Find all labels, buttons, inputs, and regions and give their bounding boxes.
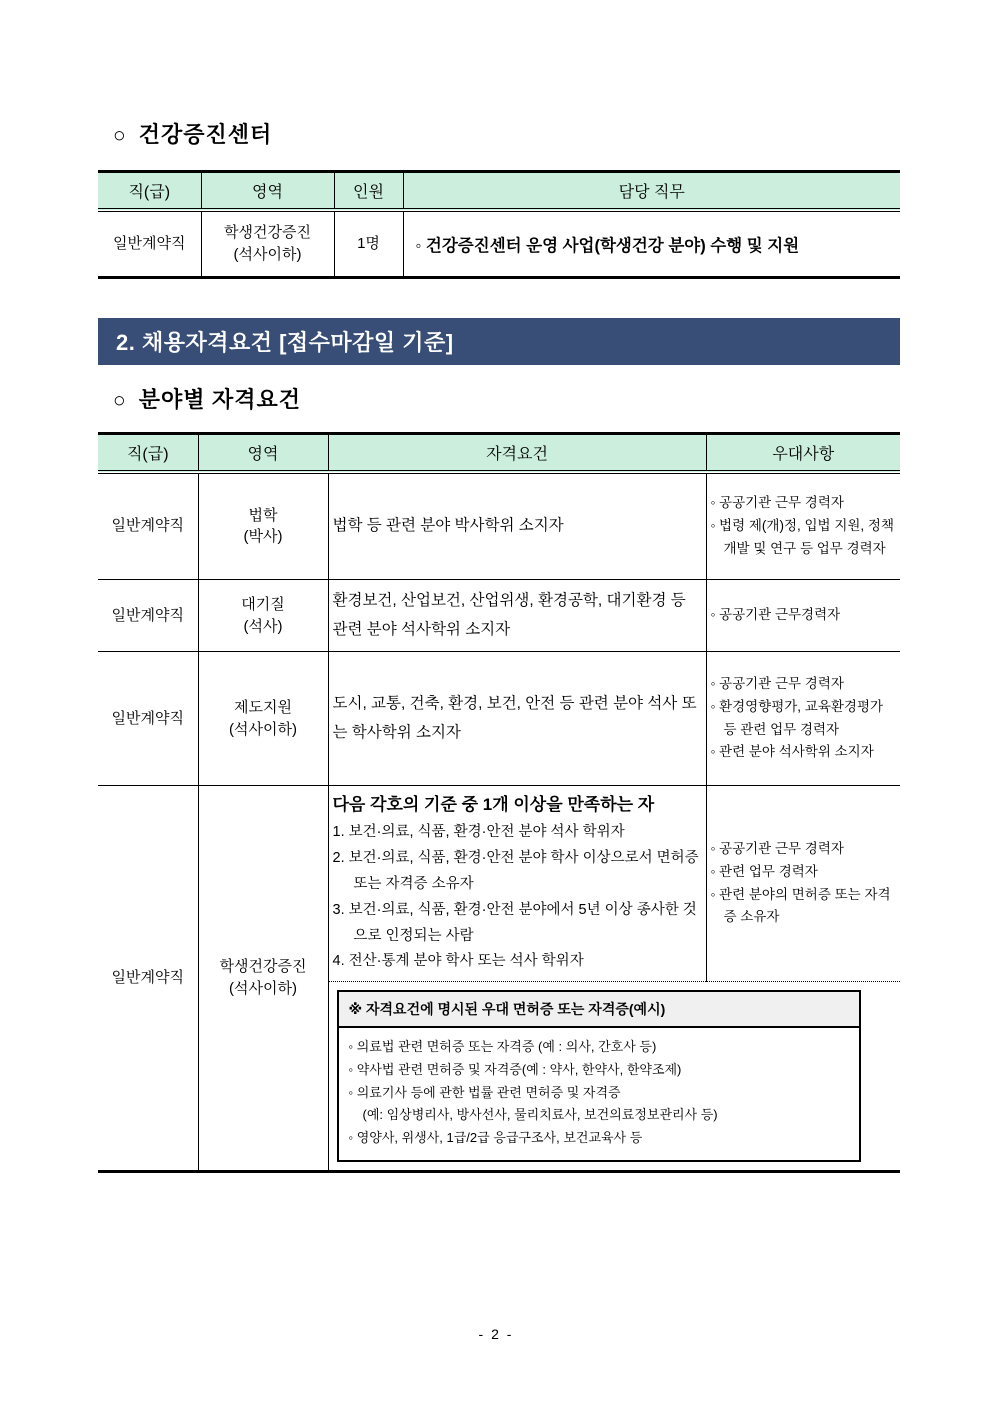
license-example-item: ◦ 약사법 관련 면허증 및 자격증(예 : 약사, 한약사, 한약조제)	[348, 1061, 682, 1077]
table1-header-duty: 담당 직무	[403, 172, 900, 210]
heading-health-center-text: 건강증진센터	[138, 122, 273, 147]
table1-cell-grade: 일반계약직	[98, 210, 201, 278]
cell-qualification	[328, 786, 706, 982]
license-example-item-continuation: (예: 임상병리사, 방사선사, 물리치료사, 보건의료정보관리사 등)	[362, 1107, 718, 1123]
table2-header-qualification: 자격요건	[328, 434, 706, 472]
area-line1: 대기질	[241, 595, 285, 613]
preference-item: ◦ 공공기관 근무 경력자	[710, 494, 844, 510]
preference-item: ◦ 공공기관 근무 경력자	[710, 840, 844, 856]
qualification-item: 2. 보건·의료, 식품, 환경·안전 분야 학사 이상으로서 면허증 또는 자격증 소유자	[332, 850, 699, 892]
table1-header-row	[98, 172, 900, 210]
cell-grade: 일반계약직	[98, 786, 198, 1172]
area-line2: (석사이하)	[233, 245, 302, 263]
cell-qualification: 법학 등 관련 분야 박사학위 소지자	[328, 472, 706, 580]
table1-cell-duty: ◦ 건강증진센터 운영 사업(학생건강 분야) 수행 및 지원	[403, 210, 900, 278]
preference-item: ◦ 공공기관 근무경력자	[710, 607, 841, 623]
license-example-box	[337, 990, 861, 1162]
cell-qualification: 환경보건, 산업보건, 산업위생, 환경공학, 대기환경 등 관련 분야 석사학위 소지자	[328, 580, 706, 652]
qualifications-table	[98, 432, 900, 1173]
cell-preference	[706, 580, 900, 652]
health-center-table	[98, 170, 900, 279]
qualification-title: 다음 각호의 기준 중 1개 이상을 만족하는 자	[332, 794, 655, 814]
preference-item: ◦ 공공기관 근무 경력자	[710, 675, 844, 691]
cell-note	[328, 982, 900, 1172]
qualification-item: 1. 보건·의료, 식품, 환경·안전 분야 석사 학위자	[332, 824, 625, 841]
table1-cell-count: 1명	[334, 210, 403, 278]
cell-grade: 일반계약직	[98, 472, 198, 580]
area-line1: 학생건강증진	[219, 958, 307, 976]
area-line1: 학생건강증진	[224, 224, 311, 241]
area-line2: (석사)	[243, 617, 283, 635]
cell-area	[198, 472, 328, 580]
license-example-item: ◦ 의료기사 등에 관한 법률 관련 면허증 및 자격증	[348, 1084, 621, 1100]
area-line2: (박사)	[243, 528, 283, 546]
cell-preference	[706, 652, 900, 786]
cell-preference	[706, 786, 900, 982]
table-row-air-quality	[98, 580, 900, 652]
preference-item: ◦ 관련 분야의 면허증 또는 자격증 소유자	[710, 886, 891, 925]
table2-header-grade: 직(급)	[98, 434, 198, 472]
table1-header-grade: 직(급)	[98, 172, 201, 210]
section-banner: 2. 채용자격요건 [접수마감일 기준]	[98, 318, 900, 365]
cell-area	[198, 786, 328, 1172]
cell-grade: 일반계약직	[98, 580, 198, 652]
circle-bullet-icon: ○	[113, 123, 127, 147]
page-number: - 2 -	[478, 1326, 514, 1342]
heading-field-qualifications-text: 분야별 자격요건	[138, 387, 301, 412]
circle-bullet-icon: ○	[113, 388, 127, 412]
table1-cell-area	[201, 210, 334, 278]
table1-header-area: 영역	[201, 172, 334, 210]
cell-qualification: 도시, 교통, 건축, 환경, 보건, 안전 등 관련 분야 석사 또는 학사학위 소지자	[328, 652, 706, 786]
table-row-student-health	[98, 786, 900, 982]
preference-item: ◦ 관련 업무 경력자	[710, 863, 818, 879]
table2-header-preference: 우대사항	[706, 434, 900, 472]
qualification-item: 3. 보건·의료, 식품, 환경·안전 분야에서 5년 이상 종사한 것으로 인정되는 사람	[332, 901, 697, 944]
area-line2: (석사이하)	[229, 720, 297, 738]
cell-area	[198, 580, 328, 652]
area-line2: (석사이하)	[229, 979, 297, 997]
table1-header-count: 인원	[334, 172, 403, 210]
heading-health-center	[113, 118, 272, 149]
cell-grade: 일반계약직	[98, 652, 198, 786]
license-example-box-title: ※ 자격요건에 명시된 우대 면허증 또는 자격증(예시)	[339, 992, 859, 1028]
table1-row	[98, 210, 900, 278]
table2-header-area: 영역	[198, 434, 328, 472]
table-row-law	[98, 472, 900, 580]
license-example-box-body	[339, 1028, 859, 1160]
table2-header-row	[98, 434, 900, 472]
heading-field-qualifications	[113, 383, 301, 414]
license-example-item: ◦ 영양사, 위생사, 1급/2급 응급구조사, 보건교육사 등	[348, 1130, 643, 1146]
preference-item: ◦ 관련 분야 석사학위 소지자	[710, 744, 874, 760]
license-example-item: ◦ 의료법 관련 면허증 또는 자격증 (예 : 의사, 간호사 등)	[348, 1039, 657, 1055]
preference-item: ◦ 환경영향평가, 교육환경평가 등 관련 업무 경력자	[710, 698, 884, 737]
preference-item: ◦ 법령 제(개)정, 입법 지원, 정책개발 및 연구 등 업무 경력자	[710, 517, 894, 556]
cell-area	[198, 652, 328, 786]
cell-preference	[706, 472, 900, 580]
qualification-item: 4. 전산·통계 분야 학사 또는 석사 학위자	[332, 953, 584, 970]
area-line1: 법학	[248, 506, 278, 524]
table-row-policy-support	[98, 652, 900, 786]
area-line1: 제도지원	[234, 698, 292, 716]
